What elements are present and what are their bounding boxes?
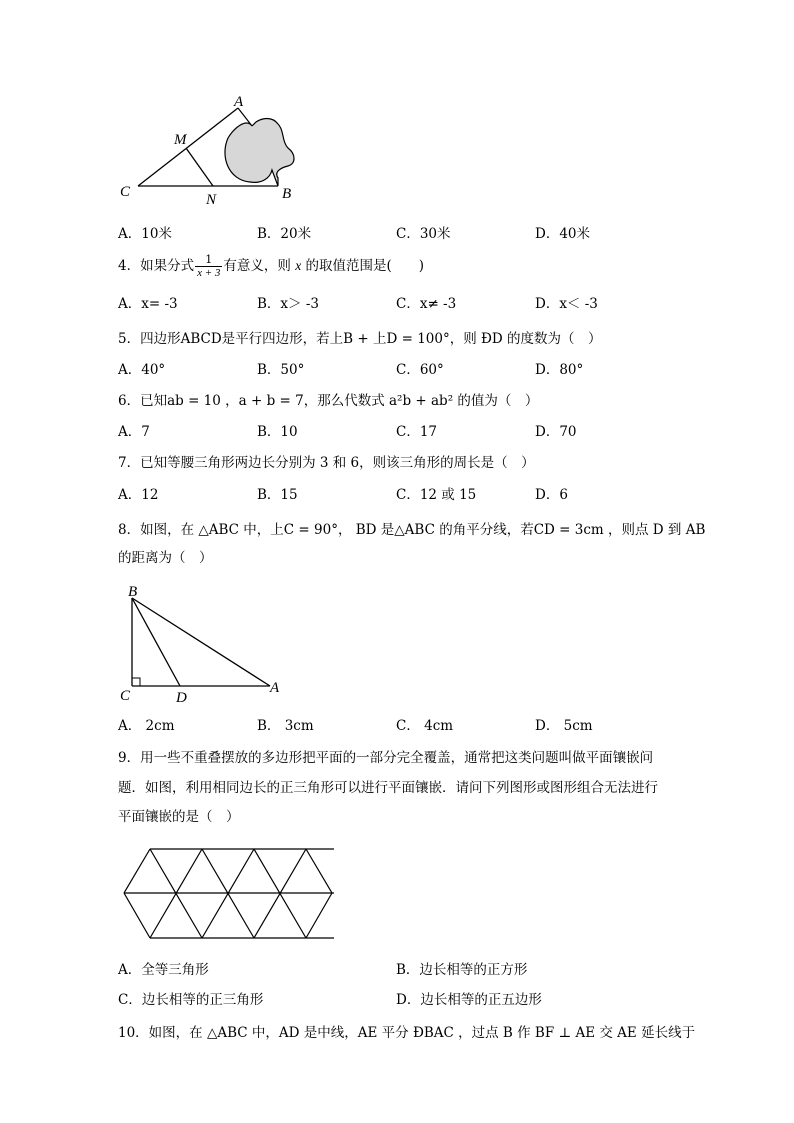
- q5-option-a: A．40°: [118, 362, 166, 378]
- figure-pond-triangle: [112, 88, 312, 208]
- q8-option-a: A． 2cm: [118, 718, 175, 734]
- q5-question: 5．四边形ABCD是平行四边形，若上B + 上D = 100°，则 ÐD 的度数为（ ）: [118, 331, 602, 347]
- q9-option-d: D．边长相等的正五边形: [396, 992, 542, 1008]
- pond-shape: [225, 108, 294, 186]
- segment-BD: [132, 598, 180, 686]
- q4-option-b: B．x＞ -3: [257, 296, 319, 312]
- q3-option-a: A．10米: [118, 226, 172, 242]
- q8-question-line2: 的距离为（ ）: [118, 550, 213, 566]
- q4-fraction: [195, 254, 222, 279]
- segment-MN: [186, 148, 213, 186]
- q4-option-d: D．x＜ -3: [535, 296, 598, 312]
- q4-mid: 有意义，则: [223, 258, 291, 274]
- q4-option-a: A．x= -3: [118, 296, 178, 312]
- q5-option-d: D．80°: [535, 362, 584, 378]
- label-N: N: [206, 192, 217, 208]
- q8-option-b: B． 3cm: [257, 718, 314, 734]
- q9-option-c: C．边长相等的正三角形: [118, 992, 264, 1008]
- segment-CA: [138, 108, 238, 186]
- q5-option-b: B．50°: [257, 362, 305, 378]
- q4-question: [118, 254, 424, 279]
- q8-option-c: C． 4cm: [396, 718, 454, 734]
- label-A: A: [234, 94, 244, 110]
- q4-suffix: 的取值范围是( ): [305, 258, 425, 274]
- label-B: B: [128, 584, 138, 600]
- q7-option-c: C．12 或 15: [396, 487, 477, 503]
- q7-option-a: A．12: [118, 487, 159, 503]
- q10-question: 10．如图，在 △ABC 中，AD 是中线，AE 平分 ÐBAC ，过点 B 作 BF ⊥ AE 交 AE 延长线于: [118, 1025, 696, 1041]
- q9-question-line1: 9．用一些不重叠摆放的多边形把平面的一部分完全覆盖，通常把这类问题叫做平面镶嵌问: [118, 750, 654, 766]
- q5-option-c: C．60°: [396, 362, 444, 378]
- q4-prefix: 4．如果分式: [118, 258, 195, 274]
- label-B: B: [282, 186, 292, 202]
- q4-var: x: [295, 258, 302, 273]
- q8-question-line1: 8．如图，在 △ABC 中，上C = 90°， BD 是△ABC 的角平分线，若CD = 3cm ，则点 D 到 AB: [118, 522, 706, 538]
- label-A: A: [270, 680, 280, 696]
- q4-frac-num: 1: [195, 254, 222, 267]
- q3-option-b: B．20米: [257, 226, 312, 242]
- label-C: C: [120, 184, 131, 200]
- segment-BA: [132, 598, 270, 686]
- right-angle-mark: [132, 678, 140, 686]
- q9-option-b: B．边长相等的正方形: [396, 962, 528, 978]
- q7-question: 7．已知等腰三角形两边长分别为 3 和 6，则该三角形的周长是（ ）: [118, 455, 535, 471]
- figure-right-triangle: [112, 580, 292, 705]
- q3-option-d: D．40米: [535, 226, 591, 242]
- q6-option-c: C．17: [396, 424, 438, 440]
- q6-question: 6．已知ab = 10 ，a + b = 7，那么代数式 a²b + ab² 的值为（ ）: [118, 393, 539, 409]
- q4-option-c: C．x≠ -3: [396, 296, 457, 312]
- q7-option-d: D．6: [535, 487, 568, 503]
- label-M: M: [174, 132, 187, 148]
- q3-option-c: C．30米: [396, 226, 451, 242]
- label-C: C: [120, 688, 131, 704]
- q8-option-d: D． 5cm: [535, 718, 593, 734]
- q9-question-line2: 题．如图，利用相同边长的正三角形可以进行平面镶嵌．请问下列图形或图形组合无法进行: [118, 780, 658, 796]
- q6-option-b: B．10: [257, 424, 298, 440]
- figure-triangle-tessellation: [120, 845, 340, 945]
- q6-option-a: A．7: [118, 424, 150, 440]
- q9-question-line3: 平面镶嵌的是（ ）: [118, 809, 240, 825]
- q4-frac-den: x + 3: [197, 267, 221, 279]
- q6-option-d: D．70: [535, 424, 577, 440]
- label-D: D: [176, 690, 187, 705]
- q7-option-b: B．15: [257, 487, 298, 503]
- q9-option-a: A．全等三角形: [118, 962, 209, 978]
